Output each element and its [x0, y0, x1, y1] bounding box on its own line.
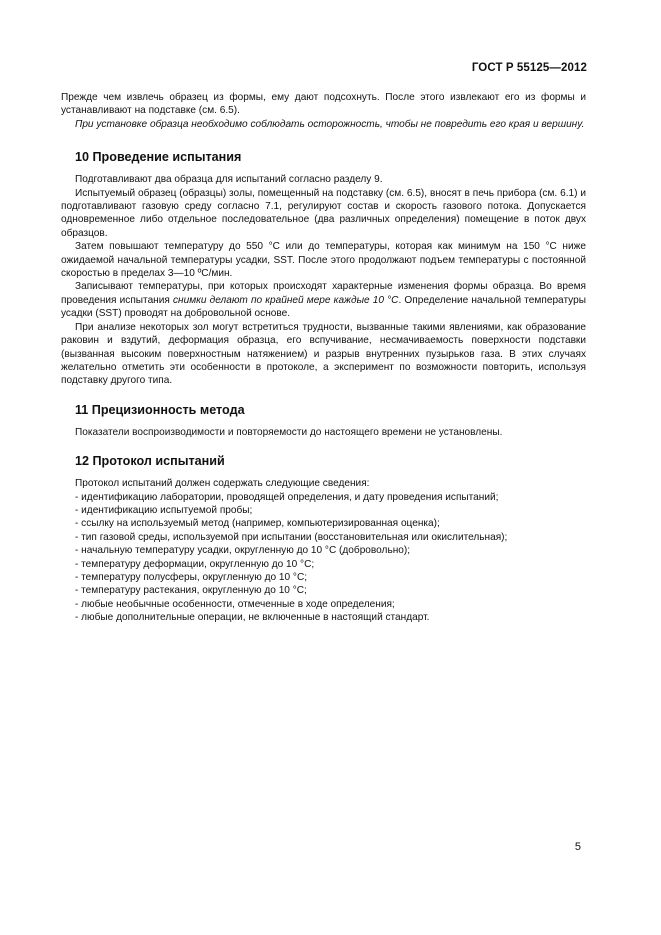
section-12-intro: Протокол испытаний должен содержать следующие сведения:	[75, 478, 370, 490]
protocol-items-list	[61, 491, 586, 625]
section-11-title: 11 Прецизионность метода	[75, 402, 245, 417]
page-content	[61, 91, 586, 625]
list-item: - тип газовой среды, используемой при испытании (восстановительная или окислительная);	[75, 531, 508, 543]
section-10-p4-italic: снимки делают по крайней мере каждые 10 °С	[173, 294, 399, 306]
section-10-p4-part-b: . Определение начальной температуры усадки (SST) проводят на добровольной основе.	[61, 294, 586, 320]
list-item: - температуру деформации, округленную до 10 °С;	[75, 558, 315, 570]
section-10-title: 10 Проведение испытания	[75, 150, 242, 165]
intro-paragraph: Прежде чем извлечь образец из формы, ему дают подсохнуть. После этого извлекают его из формы и устанавливают на подставке (см. 6.5).	[61, 92, 586, 117]
list-item: - температуру растекания, округленную до 10 °С;	[75, 585, 307, 597]
section-11-paragraph-1: Показатели воспроизводимости и повторяемости до настоящего времени не установлены.	[75, 426, 503, 438]
list-item: - идентификацию испытуемой пробы;	[75, 504, 253, 516]
section-10-paragraph-2: Испытуемый образец (образцы) золы, помещенный на подставку (см. 6.5), вносят в печь прибора (см. 6.1) и подготавливают газовую среду согласно 7.1, регулируют состав и скорость газового потока. Допускается одновременное либо отдельное последовательное (два различных определения) помещение в поток двух образцов.	[61, 187, 586, 239]
section-10-paragraph-5: При анализе некоторых зол могут встретиться трудности, вызванные такими явлениями, как образование раковин и вздутий, деформация образца, его вспучивание, несмачиваемость поверхности подставки (вызванная высоким поверхностным натяжением) и разрыв внутренних пузырьков газа. В этих случаях желательно отметить эти особенности в протоколе, а эксперимент по возможности повторить, используя подставку другого типа.	[61, 321, 586, 387]
list-item: - идентификацию лаборатории, проводящей определения, и дату проведения испытаний;	[75, 491, 499, 503]
list-item: - любые дополнительные операции, не включенные в настоящий стандарт.	[75, 612, 430, 624]
section-12-title: 12 Протокол испытаний	[75, 454, 225, 469]
page-number: 5	[574, 841, 581, 853]
list-item: - ссылку на используемый метод (например, компьютеризированная оценка);	[75, 518, 440, 530]
section-10-p4-part-a: Записывают температуры, при которых происходят характерные изменения формы образца. Во время проведения испытания	[61, 281, 586, 306]
section-10-paragraph-4	[61, 280, 586, 320]
list-item: - начальную температуру усадки, округленную до 10 °С (добровольно);	[75, 545, 411, 557]
intro-note: При установке образца необходимо соблюдать осторожность, чтобы не повредить его края и вершину.	[75, 118, 585, 130]
list-item: - температуру полусферы, округленную до 10 °С;	[75, 571, 308, 583]
section-10-paragraph-3: Затем повышают температуру до 550 °С или до температуры, которая как минимум на 150 °С ниже ожидаемой начальной температуры усадки, SST. После этого продолжают подъем температуры с постоянной скоростью в пределах 3—10 ºС/мин.	[61, 241, 586, 280]
document-id: ГОСТ Р 55125—2012	[471, 62, 587, 74]
section-10-paragraph-1: Подготавливают два образца для испытаний согласно разделу 9.	[75, 174, 383, 186]
list-item: - любые необычные особенности, отмеченные в ходе определения;	[75, 598, 395, 610]
